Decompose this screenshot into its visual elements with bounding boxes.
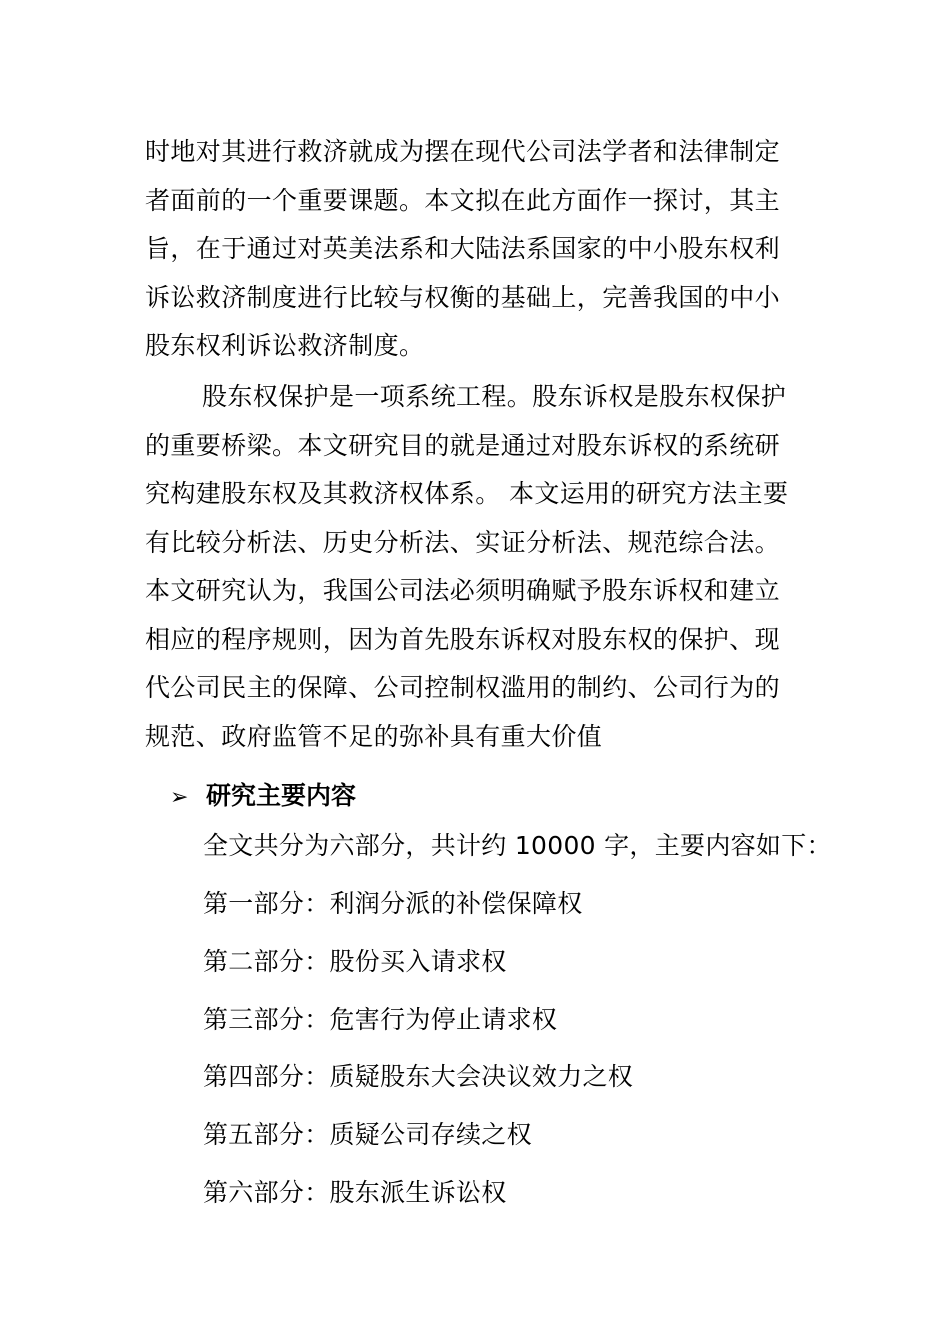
- list-item: 第四部分：质疑股东大会决议效力之权: [203, 1062, 634, 1092]
- parts-list: [203, 884, 633, 1231]
- list-item: 第二部分：股份买入请求权: [203, 946, 507, 976]
- text-line: 规范、政府监管不足的弥补具有重大价值: [145, 721, 603, 751]
- list-item: 第三部分：危害行为停止请求权: [203, 1004, 558, 1034]
- text-line: 代公司民主的保障、公司控制权滥用的制约、公司行为的: [145, 673, 781, 702]
- text-line: 诉讼救济制度进行比较与权衡的基础上，完善我国的中小: [145, 282, 781, 312]
- text-line: 有比较分析法、历史分析法、实证分析法、规范综合法。: [145, 527, 781, 557]
- text-line: 股东权保护是一项系统工程。股东诉权是股东权保护: [202, 382, 787, 411]
- arrow-bullet-icon: ➢: [170, 785, 189, 810]
- list-item: 第五部分：质疑公司存续之权: [203, 1120, 532, 1150]
- text-line: 究构建股东权及其救济权体系。 本文运用的研究方法主要: [145, 479, 789, 508]
- text-line: 旨，在于通过对英美法系和大陆法系国家的中小股东权利: [145, 234, 781, 263]
- section-intro: 全文共分为六部分，共计约 10000 字，主要内容如下：: [203, 831, 832, 860]
- section-heading-text: 研究主要内容: [206, 781, 357, 810]
- text-line: 者面前的一个重要课题。本文拟在此方面作一探讨，其主: [145, 185, 781, 215]
- list-item: 第六部分：股东派生诉讼权: [203, 1177, 507, 1207]
- text-line: 的重要桥梁。本文研究目的就是通过对股东诉权的系统研: [145, 430, 781, 460]
- paragraph-intro-continuation: [145, 128, 805, 371]
- text-line: 时地对其进行救济就成为摆在现代公司法学者和法律制定: [145, 137, 781, 166]
- section-heading: [170, 776, 356, 818]
- text-line: 股东权利诉讼救济制度。: [145, 331, 425, 360]
- text-line: 本文研究认为，我国公司法必须明确赋予股东诉权和建立: [145, 576, 781, 605]
- list-item: 第一部分：利润分派的补偿保障权: [203, 889, 583, 918]
- text-line: 相应的程序规则，因为首先股东诉权对股东权的保护、现: [145, 624, 781, 654]
- paragraph-research-purpose: [145, 373, 805, 761]
